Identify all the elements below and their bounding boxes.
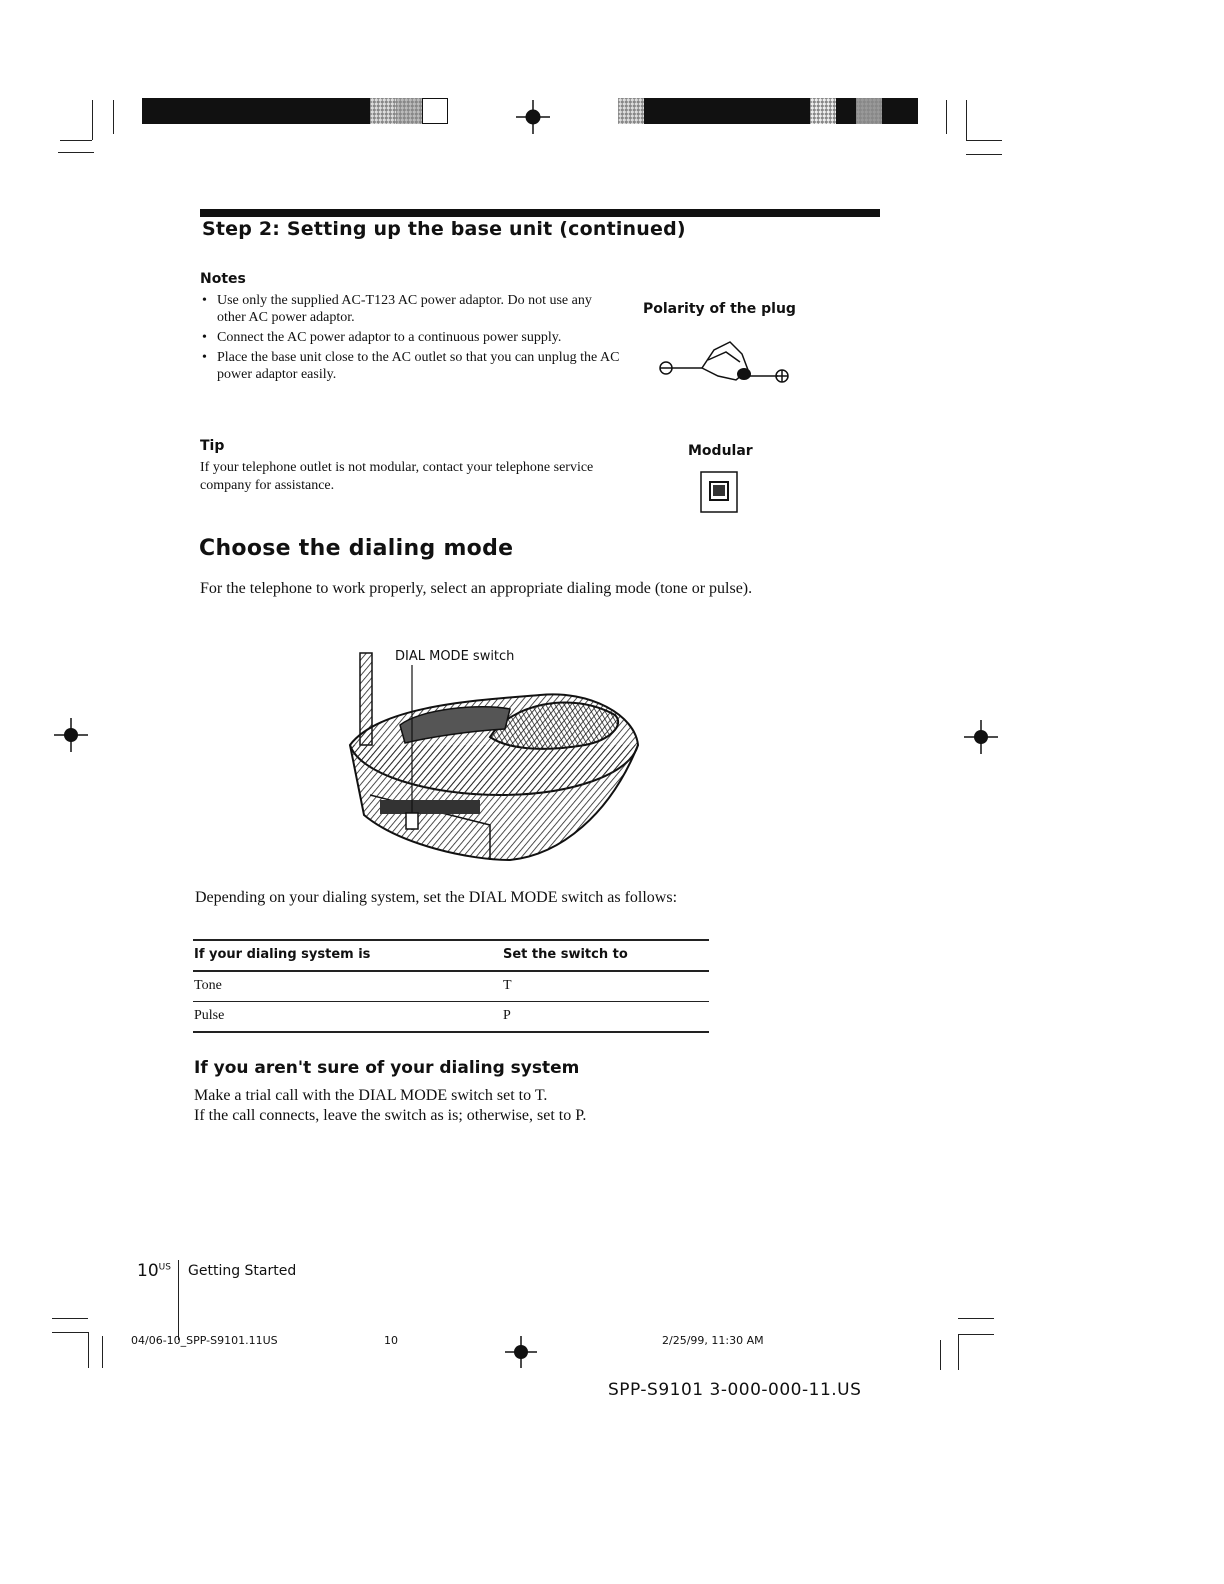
list-item: • Place the base unit close to the AC outlet so that you can unplug the AC power adaptor easily. — [200, 349, 620, 383]
notes-heading: Notes — [200, 271, 246, 287]
notes-list — [200, 292, 620, 386]
list-item: • Use only the supplied AC-T123 AC power adaptor. Do not use any other AC power adaptor. — [200, 292, 620, 326]
color-bar-left — [142, 98, 448, 124]
footer-file-name: 04/06-10_SPP-S9101.11US — [131, 1334, 278, 1347]
table-cell: Pulse — [194, 1008, 225, 1023]
dialing-intro: For the telephone to work properly, select an appropriate dialing mode (tone or pulse). — [200, 580, 753, 597]
table-cell: P — [503, 1008, 511, 1023]
table-row — [193, 1002, 709, 1033]
footer-sheet-number: 10 — [384, 1334, 398, 1347]
table-header-row — [193, 939, 709, 972]
color-bar-right — [618, 98, 918, 124]
polarity-label: Polarity of the plug — [643, 301, 796, 317]
unsure-heading: If you aren't sure of your dialing system — [194, 1058, 580, 1078]
registration-target-icon — [964, 720, 998, 754]
table-header-cell: If your dialing system is — [194, 947, 371, 962]
dialing-heading: Choose the dialing mode — [199, 536, 514, 561]
document-id: SPP-S9101 3-000-000-11.US — [608, 1380, 862, 1400]
tip-text: If your telephone outlet is not modular, contact your telephone service company for assistance. — [200, 460, 594, 493]
page-number — [137, 1261, 171, 1281]
base-unit-illustration — [340, 645, 650, 865]
dialing-depending-text: Depending on your dialing system, set the DIAL MODE switch as follows: — [195, 889, 678, 906]
polarity-plug-icon — [656, 330, 792, 392]
footer-timestamp: 2/25/99, 11:30 AM — [662, 1334, 764, 1347]
registration-target-icon — [505, 1336, 537, 1368]
list-item: • Connect the AC power adaptor to a continuous power supply. — [200, 329, 620, 346]
registration-target-icon — [54, 718, 88, 752]
page-number-value: 10 — [137, 1261, 159, 1281]
page-suffix: US — [158, 1262, 171, 1273]
footer-divider — [178, 1260, 179, 1340]
table-header-cell: Set the switch to — [503, 947, 628, 962]
unsure-text — [194, 1086, 794, 1126]
modular-jack-icon — [700, 471, 738, 513]
registration-target-icon — [516, 100, 550, 134]
tip-heading: Tip — [200, 438, 225, 454]
unsure-line-2: If the call connects, leave the switch as is; otherwise, set to P. — [194, 1107, 587, 1124]
table-cell: T — [503, 978, 512, 993]
unsure-line-1: Make a trial call with the DIAL MODE switch set to T. — [194, 1087, 548, 1104]
section-title: Step 2: Setting up the base unit (continued) — [202, 218, 686, 240]
modular-label: Modular — [688, 443, 753, 459]
dialing-table — [193, 939, 709, 1033]
section-rule — [200, 209, 880, 217]
table-row — [193, 972, 709, 1002]
table-cell: Tone — [194, 978, 222, 993]
dial-mode-callout: DIAL MODE switch — [395, 649, 515, 664]
footer-section-name: Getting Started — [188, 1263, 297, 1279]
